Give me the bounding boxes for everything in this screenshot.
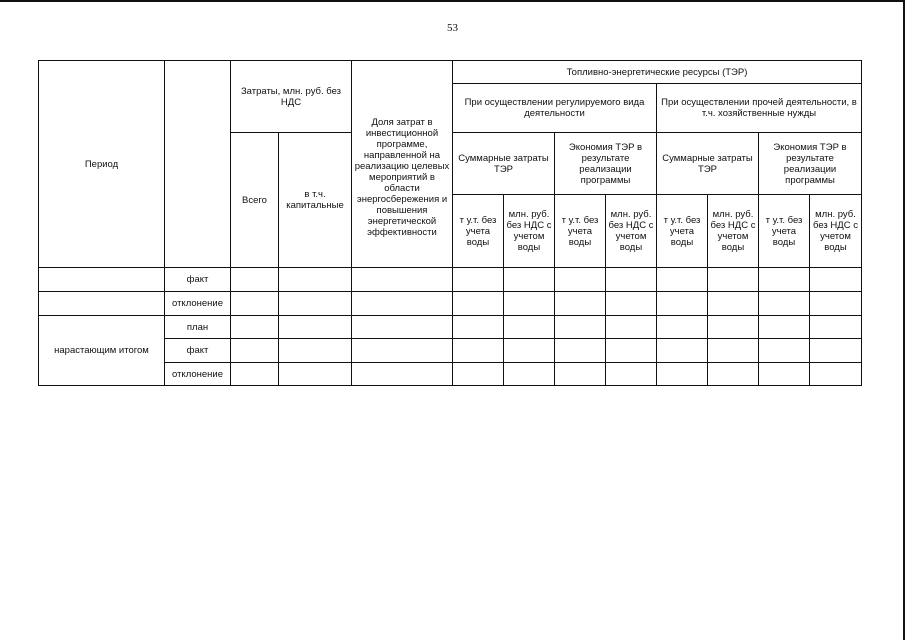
- cell-period-empty: [39, 292, 165, 316]
- header-tut-3: т у.т. без учета воды: [657, 195, 708, 268]
- cell: [606, 339, 657, 363]
- header-row-1: [39, 61, 862, 84]
- header-investment-share: Доля затрат в инвестиционной программе, направленной на реализацию целевых мероприятий в области энергосбережения и повышения энергетической эффективности: [352, 61, 453, 268]
- cell: [708, 316, 759, 339]
- cell: [759, 363, 810, 386]
- cell: [231, 363, 279, 386]
- cell: [453, 292, 504, 316]
- header-mln-2: млн. руб. без НДС с учетом воды: [606, 195, 657, 268]
- cell: [555, 316, 606, 339]
- cell: [231, 268, 279, 292]
- header-tut-4: т у.т. без учета воды: [759, 195, 810, 268]
- cell: [606, 292, 657, 316]
- cell: [810, 339, 862, 363]
- cell: [657, 268, 708, 292]
- row-group-cumulative: нарастающим итогом: [39, 316, 165, 386]
- cell: [555, 339, 606, 363]
- page-edge-top: [0, 0, 905, 2]
- cell: [759, 292, 810, 316]
- cell: [504, 339, 555, 363]
- cell: [453, 339, 504, 363]
- cell: [279, 363, 352, 386]
- cell: [555, 292, 606, 316]
- cell: [504, 292, 555, 316]
- cell: [352, 316, 453, 339]
- cell: [810, 292, 862, 316]
- cell: [606, 268, 657, 292]
- row-label-cumulative-fact: факт: [165, 339, 231, 363]
- header-total-fer-other: Суммарные затраты ТЭР: [657, 133, 759, 195]
- header-blank: [165, 61, 231, 268]
- cell: [279, 339, 352, 363]
- cell: [352, 268, 453, 292]
- header-other-activity: При осуществлении прочей деятельности, в т.ч. хозяйственные нужды: [657, 84, 862, 133]
- header-mln-4: млн. руб. без НДС с учетом воды: [810, 195, 862, 268]
- row-label-plan: план: [165, 316, 231, 339]
- cell: [810, 268, 862, 292]
- header-fuel-energy-resources: Топливно-энергетические ресурсы (ТЭР): [453, 61, 862, 84]
- cell: [279, 268, 352, 292]
- header-costs: Затраты, млн. руб. без НДС: [231, 61, 352, 133]
- cell: [657, 292, 708, 316]
- header-regulated-activity: При осуществлении регулируемого вида деятельности: [453, 84, 657, 133]
- cell: [352, 363, 453, 386]
- table-row-deviation: [39, 292, 862, 316]
- header-mln-1: млн. руб. без НДС с учетом воды: [504, 195, 555, 268]
- row-label-fact: факт: [165, 268, 231, 292]
- header-period: Период: [39, 61, 165, 268]
- cell: [810, 363, 862, 386]
- cell: [759, 268, 810, 292]
- cell: [657, 339, 708, 363]
- cell: [708, 339, 759, 363]
- cell: [453, 268, 504, 292]
- row-label-deviation: отклонение: [165, 292, 231, 316]
- cell: [504, 268, 555, 292]
- cell: [606, 363, 657, 386]
- cell: [453, 363, 504, 386]
- cell: [708, 363, 759, 386]
- cell: [555, 268, 606, 292]
- cell: [279, 316, 352, 339]
- cell: [453, 316, 504, 339]
- cell: [231, 339, 279, 363]
- table-row-fact: [39, 268, 862, 292]
- cell: [759, 316, 810, 339]
- cell: [504, 363, 555, 386]
- cell: [708, 268, 759, 292]
- cell: [279, 292, 352, 316]
- cell: [657, 363, 708, 386]
- cell: [708, 292, 759, 316]
- cell: [504, 316, 555, 339]
- header-savings-regulated: Экономия ТЭР в результате реализации программы: [555, 133, 657, 195]
- cell: [657, 316, 708, 339]
- cell: [352, 292, 453, 316]
- cell: [231, 316, 279, 339]
- cell: [352, 339, 453, 363]
- header-total-fer-regulated: Суммарные затраты ТЭР: [453, 133, 555, 195]
- cell: [555, 363, 606, 386]
- cell: [810, 316, 862, 339]
- table-row-cumulative-plan: [39, 316, 862, 339]
- header-capital: в т.ч. капитальные: [279, 133, 352, 268]
- header-tut-2: т у.т. без учета воды: [555, 195, 606, 268]
- header-tut-1: т у.т. без учета воды: [453, 195, 504, 268]
- page-number: 53: [447, 22, 458, 34]
- row-label-cumulative-deviation: отклонение: [165, 363, 231, 386]
- header-total: Всего: [231, 133, 279, 268]
- cell: [759, 339, 810, 363]
- cell-period-empty: [39, 268, 165, 292]
- header-mln-3: млн. руб. без НДС с учетом воды: [708, 195, 759, 268]
- cell: [606, 316, 657, 339]
- energy-savings-table: [38, 60, 862, 386]
- cell: [231, 292, 279, 316]
- header-savings-other: Экономия ТЭР в результате реализации программы: [759, 133, 862, 195]
